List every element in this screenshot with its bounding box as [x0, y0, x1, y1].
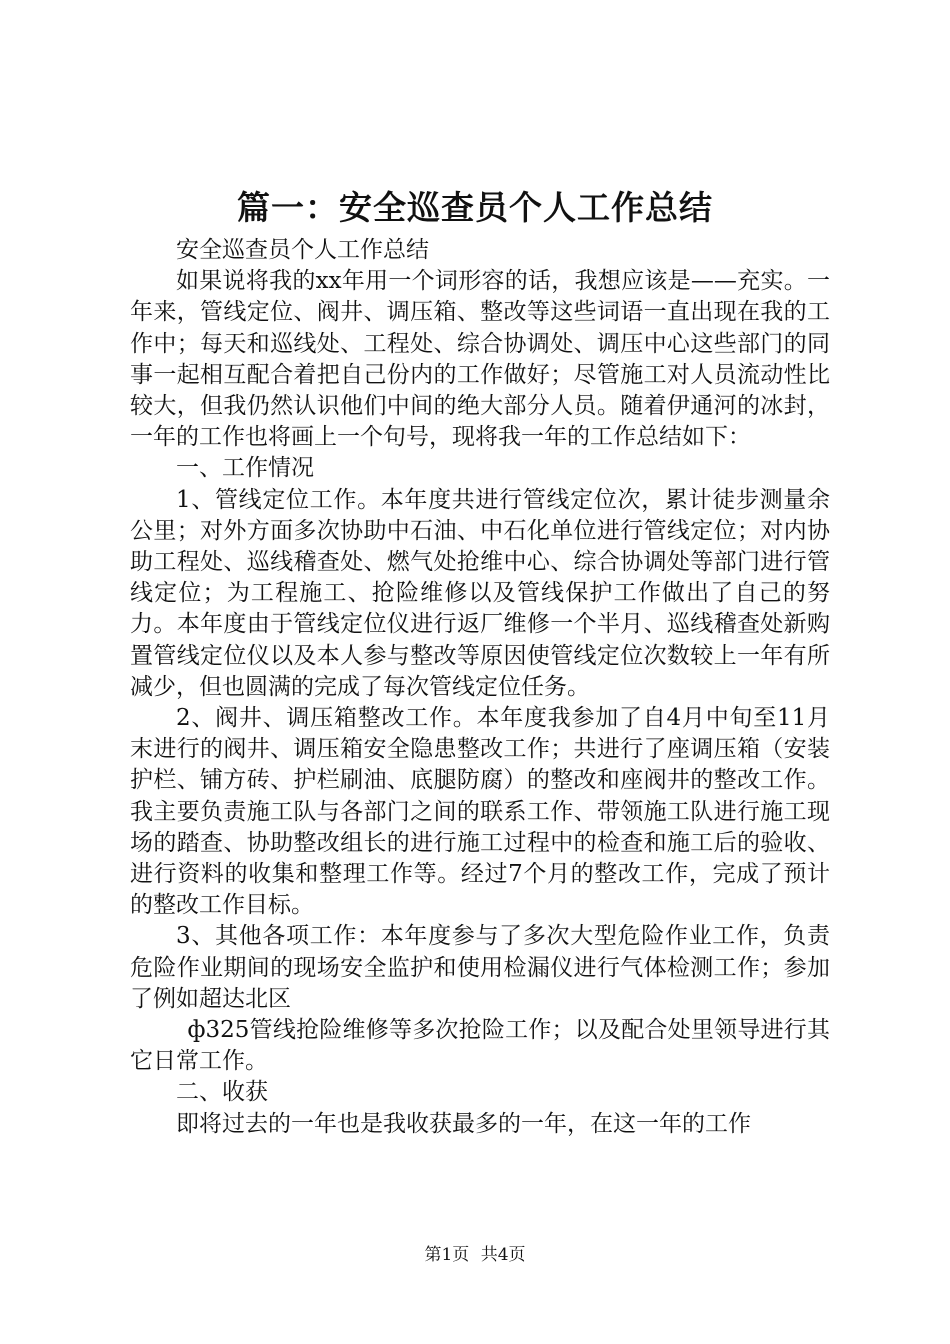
paragraph: 1、管线定位工作。本年度共进行管线定位次，累计徒步测量余公里；对外方面多次协助中石油、中石化单位进行管线定位；对内协助工程处、巡线稽查处、燃气处抢维中心、综合协调处等部门进行管线定位；为工程施工、抢险维修以及管线保护工作做出了自己的努力。本年度由于管线定位仪进行返厂维修一个半月、巡线稽查处新购置管线定位仪以及本人参与整改等原因使管线定位次数较上一年有所减少，但也圆满的完成了每次管线定位任务。: [130, 486, 830, 700]
paragraph: 二、收获: [176, 1079, 268, 1106]
page-footer: [0, 1243, 950, 1267]
paragraph: 一、工作情况: [176, 455, 314, 482]
paragraph: 如果说将我的xx年用一个词形容的话，我想应该是——充实。一年来，管线定位、阀井、调压箱、整改等这些词语一直出现在我的工作中；每天和巡线处、工程处、综合协调处、调压中心这些部门的同事一起相互配合着把自己份内的工作做好；尽管施工对人员流动性比较大，但我仍然认识他们中间的绝大部分人员。随着伊通河的冰封，一年的工作也将画上一个句号，现将我一年的工作总结如下：: [130, 268, 830, 451]
paragraph: 安全巡查员个人工作总结: [176, 237, 429, 263]
document-title: 篇一：安全巡查员个人工作总结: [237, 188, 713, 227]
paragraph: ф325管线抢险维修等多次抢险工作；以及配合处里领导进行其它日常工作。: [130, 1017, 830, 1075]
page-total: 共4页: [480, 1245, 526, 1265]
page-number: 第1页: [424, 1245, 470, 1265]
paragraph: 3、其他各项工作：本年度参与了多次大型危险作业工作，负责危险作业期间的现场安全监护和使用检漏仪进行气体检测工作；参加了例如超达北区: [130, 923, 830, 1012]
paragraph: 2、阀井、调压箱整改工作。本年度我参加了自4月中旬至11月末进行的阀井、调压箱安全隐患整改工作；共进行了座调压箱（安装护栏、铺方砖、护栏刷油、底腿防腐）的整改和座阀井的整改工作。我主要负责施工队与各部门之间的联系工作、带领施工队进行施工现场的踏查、协助整改组长的进行施工过程中的检查和施工后的验收、进行资料的收集和整理工作等。经过7个月的整改工作，完成了预计的整改工作目标。: [130, 705, 830, 919]
paragraph: 即将过去的一年也是我收获最多的一年，在这一年的工作: [176, 1110, 751, 1137]
document-body: [130, 235, 830, 1140]
